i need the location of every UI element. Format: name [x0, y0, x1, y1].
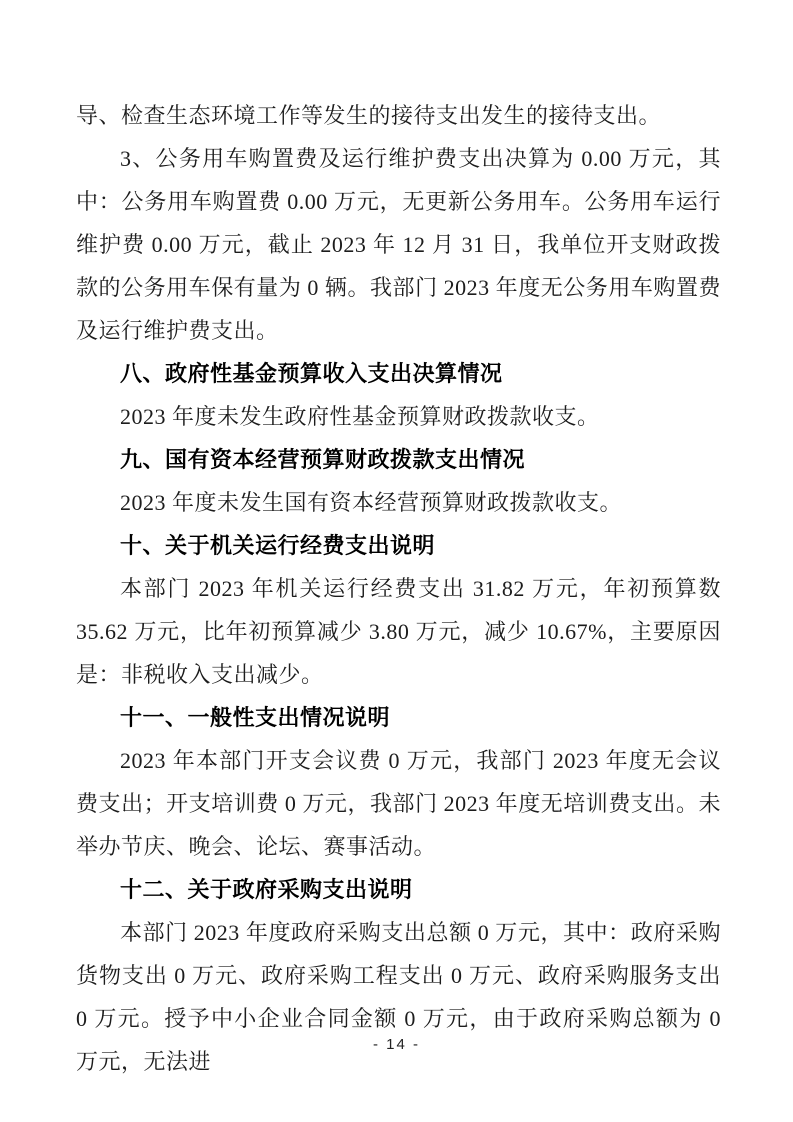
paragraph-official-vehicle-expense: 3、公务用车购置费及运行维护费支出决算为 0.00 万元，其中：公务用车购置费 0.00 万元，无更新公务用车。公务用车运行维护费 0.00 万元，截止 2023 年 12 月 31 日，我单位开支财政拨款的公务用车保有量为 0 辆。我部门 2023 年度无公务用车购置费及运行维护费支出。: [76, 146, 721, 343]
paragraph-state-capital-budget: 2023 年度未发生国有资本经营预算财政拨款收支。: [120, 490, 623, 515]
document-content: [76, 94, 721, 1083]
paragraph-hospitality-continuation: 导、检查生态环境工作等发生的接待支出发生的接待支出。: [76, 103, 662, 128]
paragraph-government-fund-budget: 2023 年度未发生政府性基金预算财政拨款收支。: [120, 404, 600, 429]
paragraph-operating-expense: 本部门 2023 年机关运行经费支出 31.82 万元，年初预算数 35.62 万元，比年初预算减少 3.80 万元，减少 10.67%，主要原因是：非税收入支出减少。: [76, 576, 721, 687]
section-heading-12-government-procurement: 十二、关于政府采购支出说明: [120, 877, 413, 902]
paragraph-general-expense: 2023 年本部门开支会议费 0 万元，我部门 2023 年度无会议费支出；开支培训费 0 万元，我部门 2023 年度无培训费支出。未举办节庆、晚会、论坛、赛事活动。: [76, 748, 721, 859]
footer-page-number: - 14 -: [372, 1036, 420, 1053]
section-heading-10-operating-expense: 十、关于机关运行经费支出说明: [120, 533, 436, 558]
section-heading-11-general-expense: 十一、一般性支出情况说明: [120, 705, 391, 730]
section-heading-9-state-capital-budget: 九、国有资本经营预算财政拨款支出情况: [120, 447, 526, 472]
section-heading-8-government-fund-budget: 八、政府性基金预算收入支出决算情况: [120, 361, 503, 386]
paragraph-government-procurement: 本部门 2023 年度政府采购支出总额 0 万元，其中：政府采购货物支出 0 万元、政府采购工程支出 0 万元、政府采购服务支出 0 万元。授予中小企业合同金额 0 万元，由于政府采购总额为 0 万元，无法进: [76, 920, 721, 1074]
